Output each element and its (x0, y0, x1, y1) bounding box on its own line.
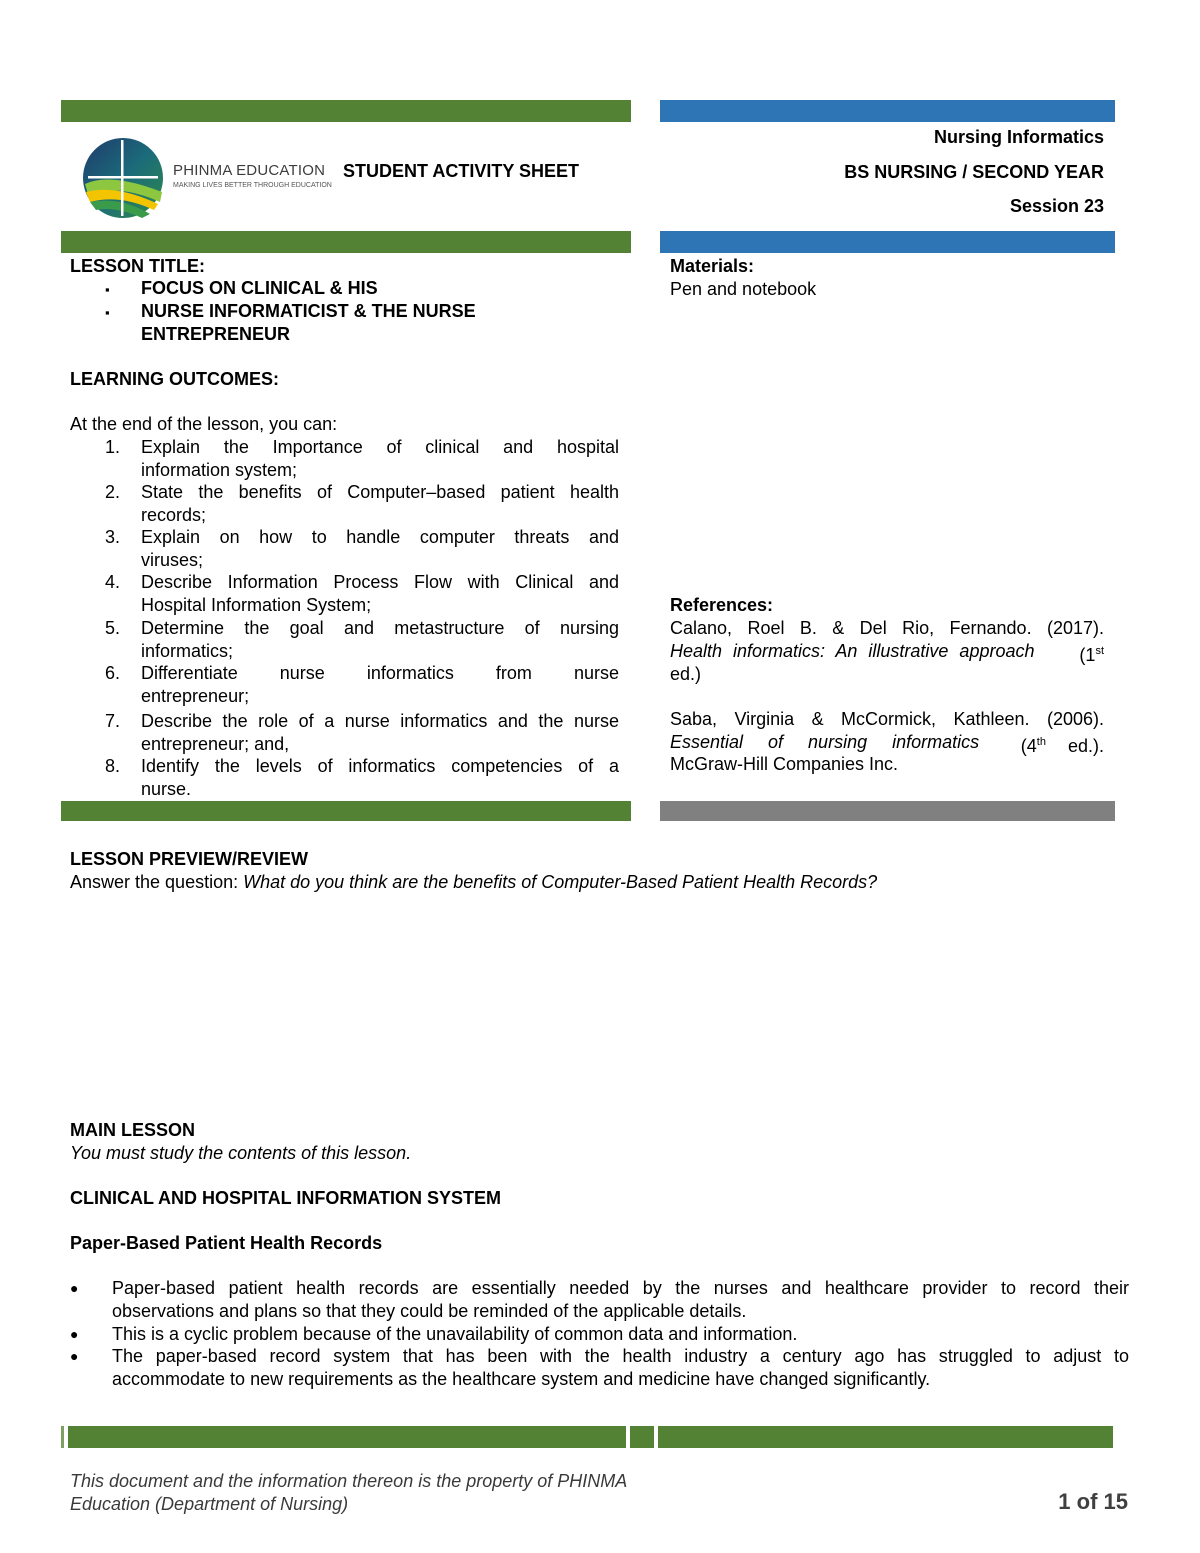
reference-2-authors: Saba, Virginia & McCormick, Kathleen. (2006). (670, 709, 1104, 729)
outcome-line: Describe Information Process Flow with Clinical and (141, 572, 619, 592)
outcome-line: Hospital Information System; (141, 595, 372, 615)
reference-1-edition-sup: st (1095, 645, 1104, 657)
header-bar-left-bottom (61, 231, 631, 253)
reference-2-edition-number: (4 (1020, 736, 1037, 756)
bullet-text: Paper-based patient health records are essentially needed by the nurses and healthcare provider to record their (112, 1278, 1129, 1298)
outcome-line: Explain the Importance of clinical and hospital (141, 437, 619, 457)
phinma-logo-icon (80, 132, 166, 224)
header-bar-right-bottom (660, 231, 1115, 253)
outcome-number: 3. (105, 527, 121, 547)
outcome-line: nurse. (141, 779, 192, 799)
bullet-text: The paper-based record system that has been with the health industry a century ago has struggled to adjust to (112, 1346, 1129, 1366)
outcome-number: 2. (105, 482, 121, 502)
reference-1-title-line (670, 640, 1104, 667)
phinma-logo (80, 132, 332, 224)
reference-2-publisher: McGraw-Hill Companies Inc. (670, 754, 899, 774)
lesson-title-bullet: ▪ (105, 282, 110, 297)
outcome-line: Describe the role of a nurse informatics and the nurse (141, 711, 619, 731)
outcome-number: 7. (105, 711, 121, 731)
outcome-line: entrepreneur; and, (141, 734, 290, 754)
learning-outcomes-label: LEARNING OUTCOMES: (70, 369, 279, 389)
page-number: 1 of 15 (1058, 1489, 1128, 1514)
bullet-dot: ● (70, 1326, 79, 1342)
course-title: Nursing Informatics (933, 127, 1104, 147)
outcome-line: State the benefits of Computer–based patient health (141, 482, 619, 502)
main-lesson-instruction: You must study the contents of this lesson. (70, 1143, 412, 1163)
outcome-number: 5. (105, 618, 121, 638)
outcome-number: 8. (105, 756, 121, 776)
preview-heading: LESSON PREVIEW/REVIEW (70, 849, 309, 869)
outcome-line: Explain on how to handle computer threats and (141, 527, 619, 547)
lesson-title-2: NURSE INFORMATICIST & THE NURSE (141, 301, 476, 321)
footer-bar-mid (630, 1426, 654, 1448)
sheet-title: STUDENT ACTIVITY SHEET (343, 161, 580, 181)
footer-notice-line-2: Education (Department of Nursing) (70, 1494, 349, 1514)
outcome-number: 6. (105, 663, 121, 683)
footer-notice-line-1: This document and the information thereon is the property of PHINMA (70, 1471, 628, 1491)
outcome-line: information system; (141, 460, 298, 480)
reference-1-edition (1079, 640, 1104, 667)
materials-label: Materials: (670, 256, 755, 276)
outcome-line: Identify the levels of informatics competencies of a (141, 756, 619, 776)
references-label: References: (670, 595, 774, 615)
reference-2-title: Essential of nursing informatics (670, 732, 980, 752)
lesson-title-bullet: ▪ (105, 305, 110, 320)
section-bar-left (61, 801, 631, 821)
main-lesson-heading: MAIN LESSON (70, 1120, 196, 1140)
logo-tagline: MAKING LIVES BETTER THROUGH EDUCATION (173, 182, 332, 189)
reference-2-edition-sup: th (1036, 736, 1046, 748)
footer-bar-right (658, 1426, 1113, 1448)
logo-text: PHINMA EDUCATION (173, 162, 326, 179)
bullet-dot: ● (70, 1280, 79, 1296)
outcomes-intro: At the end of the lesson, you can: (70, 414, 338, 434)
preview-question: What do you think are the benefits of Computer-Based Patient Health Records? (243, 872, 878, 892)
header-bar-right-top (660, 100, 1115, 122)
preview-prompt: Answer the question: (70, 872, 244, 892)
reference-2-edition-close: ed.). (1067, 736, 1104, 756)
header-bar-left-top (61, 100, 631, 122)
preview-question-line (70, 871, 877, 894)
program-year: BS NURSING / SECOND YEAR (844, 162, 1104, 182)
outcome-number: 4. (105, 572, 121, 592)
footer-bar-edge (61, 1426, 64, 1448)
bullet-text-cont: observations and plans so that they could be reminded of the applicable details. (112, 1301, 747, 1321)
outcome-line: informatics; (141, 641, 234, 661)
subsection-heading: Paper-Based Patient Health Records (70, 1233, 383, 1253)
bullet-text: This is a cyclic problem because of the unavailability of common data and information. (112, 1324, 798, 1344)
section-bar-right (660, 801, 1115, 821)
outcome-line: records; (141, 505, 207, 525)
outcome-number: 1. (105, 437, 121, 457)
reference-1-title: Health informatics: An illustrative approach (670, 641, 1035, 661)
section-heading: CLINICAL AND HOSPITAL INFORMATION SYSTEM (70, 1188, 501, 1208)
lesson-title-label: LESSON TITLE: (70, 256, 205, 276)
bullet-text-cont: accommodate to new requirements as the healthcare system and medicine have changed significantly. (112, 1369, 931, 1389)
outcome-line: Determine the goal and metastructure of nursing (141, 618, 619, 638)
outcome-line: entrepreneur; (141, 686, 250, 706)
reference-1-edition-close: ed.) (670, 664, 702, 684)
bullet-dot: ● (70, 1348, 79, 1364)
reference-2-edition (1021, 731, 1104, 758)
session-number: Session 23 (1009, 196, 1104, 216)
reference-1-authors: Calano, Roel B. & Del Rio, Fernando. (2017). (670, 618, 1104, 638)
materials-text: Pen and notebook (670, 279, 817, 299)
lesson-title-2-cont: ENTREPRENEUR (141, 324, 291, 344)
outcome-line: viruses; (141, 550, 204, 570)
lesson-title-1: FOCUS ON CLINICAL & HIS (141, 278, 378, 298)
outcome-line: Differentiate nurse informatics from nurse (141, 663, 619, 683)
reference-1-edition-number: (1 (1079, 645, 1096, 665)
footer-bar-left (68, 1426, 626, 1448)
